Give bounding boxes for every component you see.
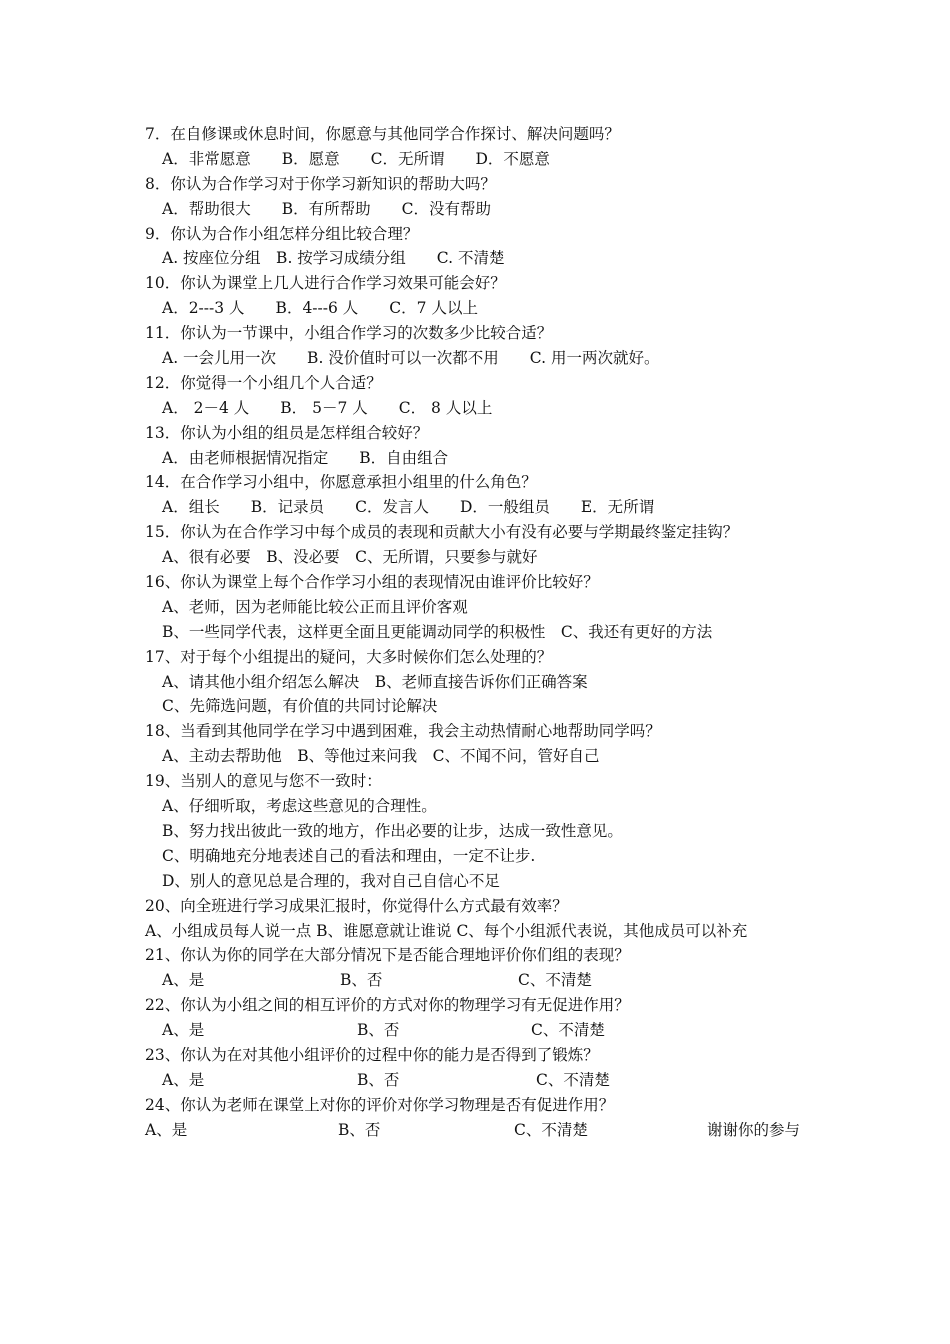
option: A、是: [162, 971, 205, 990]
question-line: 7．在自修课或休息时间，你愿意与其他同学合作探讨、解决问题吗？: [145, 125, 620, 143]
option: B、否: [340, 971, 383, 990]
question-line: 9．你认为合作小组怎样分组比较合理？: [145, 224, 419, 243]
question-line: 19、当别人的意见与您不一致时：: [145, 772, 382, 791]
question-line: 17、对于每个小组提出的疑问，大多时候你们怎么处理的？: [145, 647, 553, 666]
question-line: 8．你认为合作学习对于你学习新知识的帮助大吗？: [145, 174, 496, 193]
question-22: 22、你认为小组之间的相互评价的方式对你的物理学习有无促进作用？: [145, 996, 630, 1015]
question-line: 21、你认为你的同学在大部分情况下是否能合理地评价你们组的表现？: [145, 946, 630, 965]
option: B、否: [338, 1120, 381, 1139]
question-line: 20、向全班进行学习成果汇报时，你觉得什么方式最有效率？: [145, 896, 568, 915]
questionnaire-page: [0, 122, 950, 1143]
answer-options-line: B、一些同学代表，这样更全面且更能调动同学的积极性 C、我还有更好的方法: [162, 622, 713, 641]
answer-options-line: C、先筛选问题，有价值的共同讨论解决: [162, 697, 438, 716]
closing-note: 谢谢你的参与: [707, 1120, 801, 1139]
question-line: 12．你觉得一个小组几个人合适？: [145, 373, 382, 392]
question-23: 23、你认为在对其他小组评价的过程中你的能力是否得到了锻炼？: [145, 1045, 599, 1064]
question-line: 13．你认为小组的组员是怎样组合较好？: [145, 423, 429, 442]
answer-options-22: [0, 1018, 950, 1043]
option: A、是: [145, 1120, 188, 1139]
answer-options-line: A．帮助很大 B．有所帮助 C．没有帮助: [162, 199, 491, 218]
answer-options-24: [0, 1118, 950, 1143]
question-line: 14．在合作学习小组中，你愿意承担小组里的什么角色？: [145, 473, 537, 492]
option: A、是: [162, 1021, 205, 1040]
option: C、不清楚: [536, 1070, 610, 1089]
question-line: A、小组成员每人说一点 B、谁愿意就让谁说 C、每个小组派代表说，其他成员可以补充: [145, 921, 748, 940]
answer-options-line: A．非常愿意 B．愿意 C．无所谓 D．不愿意: [162, 149, 550, 168]
question-line: 18、当看到其他同学在学习中遇到困难，我会主动热情耐心地帮助同学吗？: [145, 722, 661, 741]
option: C、不清楚: [514, 1120, 588, 1139]
answer-options-line: A、仔细听取，考虑这些意见的合理性。: [162, 797, 437, 816]
answer-options-line: A、老师，因为老师能比较公正而且评价客观: [162, 597, 468, 616]
answer-options-line: A、请其他小组介绍怎么解决 B、老师直接告诉你们正确答案: [162, 672, 588, 691]
option: C、不清楚: [518, 971, 592, 990]
answer-options-line: A、主动去帮助他 B、等他过来问我 C、不闻不问，管好自己: [162, 747, 600, 766]
option: A、是: [162, 1070, 205, 1089]
answer-options-23: [0, 1068, 950, 1093]
question-line: 10．你认为课堂上几人进行合作学习效果可能会好？: [145, 274, 506, 293]
answer-options-line: C、明确地充分地表述自己的看法和理由，一定不让步.: [162, 846, 536, 865]
question-24: 24、你认为老师在课堂上对你的评价对你学习物理是否有促进作用？: [145, 1095, 615, 1114]
option: B、否: [357, 1021, 400, 1040]
answer-options-line: A．2---3 人 B．4---6 人 C．7 人以上: [162, 299, 478, 318]
answer-options-line: A. 一会儿用一次 B. 没价值时可以一次都不用 C. 用一两次就好。: [162, 349, 660, 368]
question-line: 11．你认为一节课中，小组合作学习的次数多少比较合适？: [145, 324, 553, 343]
answer-options-line: B、努力找出彼此一致的地方，作出必要的让步，达成一致性意见。: [162, 821, 623, 840]
answer-options-line: A．由老师根据情况指定 B．自由组合: [162, 448, 449, 467]
answer-options-line: A．组长 B．记录员 C．发言人 D．一般组员 E．无所谓: [162, 498, 655, 517]
answer-options-21: [0, 968, 950, 993]
answer-options-line: D、别人的意见总是合理的，我对自己自信心不足: [162, 871, 500, 890]
question-line: 15．你认为在合作学习中每个成员的表现和贡献大小有没有必要与学期最终鉴定挂钩？: [145, 523, 739, 542]
option: B、否: [357, 1070, 400, 1089]
question-line: 16、你认为课堂上每个合作学习小组的表现情况由谁评价比较好？: [145, 573, 599, 592]
question-list: [0, 122, 950, 968]
answer-options-line: A、很有必要 B、没必要 C、无所谓，只要参与就好: [162, 548, 538, 567]
answer-options-line: A. 按座位分组 B. 按学习成绩分组 C. 不清楚: [162, 249, 505, 268]
option: C、不清楚: [531, 1021, 605, 1040]
answer-options-line: A． 2－4 人 B． 5－7 人 C． 8 人以上: [162, 398, 493, 417]
